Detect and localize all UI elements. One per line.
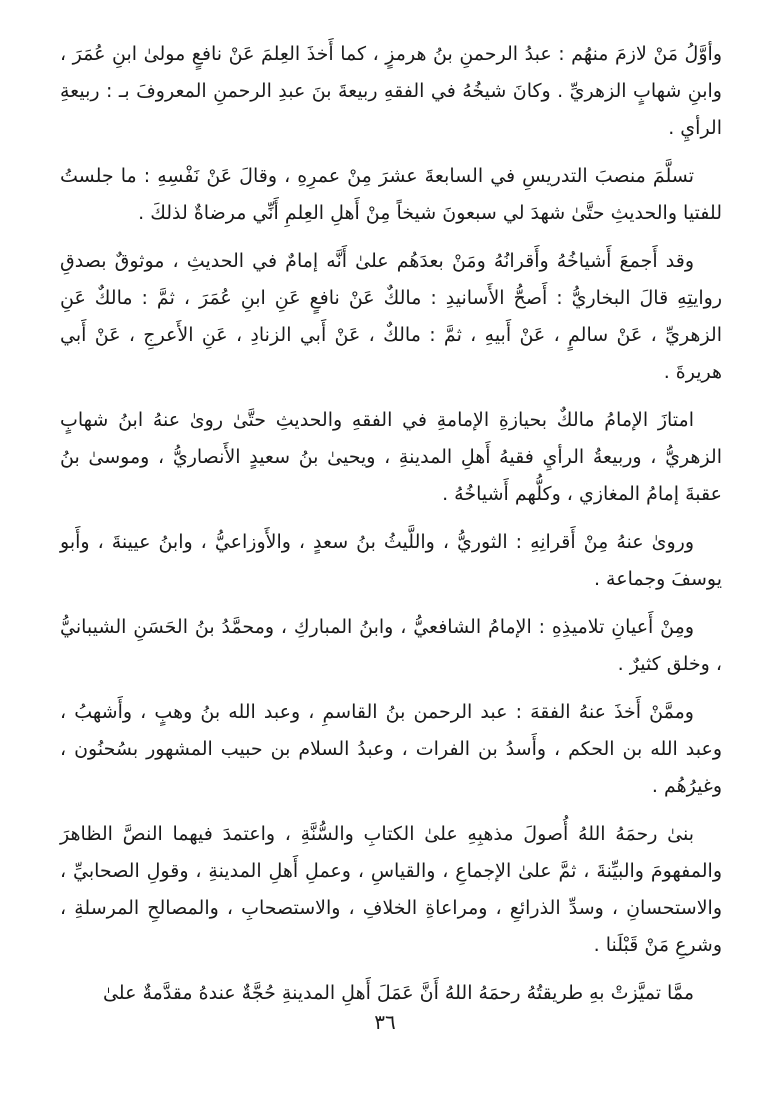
paragraph-5: وروىٰ عنهُ مِنْ أَقرانِهِ : الثوريُّ ، واللَّيثُ بنُ سعدٍ ، والأَوزاعيُّ ، وابنُ عيينةَ ، وأَبو يوسفَ وجماعة . [60,531,722,590]
document-page [60,36,722,1023]
paragraph-7: وممَّنْ أَخذَ عنهُ الفقهَ : عبد الرحمن بنُ القاسمِ ، وعبد الله بنُ وهبٍ ، وأَشهبُ ، وعبد الله بن الحكم ، وأَسدُ بن الفرات ، وعبدُ السلام بن حبيب المشهور بسُحنُون ، وغيرُهُم . [60,701,722,797]
paragraph-4: امتازَ الإمامُ مالكٌ بحيازةِ الإمامةِ في الفقهِ والحديثِ حتَّىٰ روىٰ عنهُ ابنُ شهابٍ الزهريُّ ، وربيعةُ الرأيِ فقيهُ أَهلِ المدينةِ ، ويحيىٰ بنُ سعيدٍ الأَنصاريُّ ، وموسىٰ بنُ عقبةَ إمامُ المغازي ، وكلُّهم أَشياخُهُ . [60,409,722,505]
paragraph-2: تسلَّمَ منصبَ التدريسِ في السابعةَ عشرَ مِنْ عمرِهِ ، وقالَ عَنْ نَفْسِهِ : ما جلستُ للفتيا والحديثِ حتَّىٰ شهدَ لي سبعونَ شيخاً مِنْ أَهلِ العِلمِ أَنِّي مرضاةٌ لذلكَ . [60,165,722,224]
paragraph-3: وقد أَجمعَ أَشياخُهُ وأَقرانُهُ ومَنْ بعدَهُم علىٰ أَنَّه إمامٌ في الحديثِ ، موثوقٌ بصدقِ روايتِهِ قالَ البخاريُّ : أَصحُّ الأَسانيدِ : مالكٌ عَنْ نافعٍ عَنِ ابنِ عُمَرَ ، ثمَّ : مالكٌ عَنِ الزهريِّ ، عَنْ سالمٍ ، عَنْ أَبيهِ ، ثمَّ : مالكٌ ، عَنْ أَبي الزنادِ ، عَنِ الأَعرجِ ، عَنْ أَبي هريرةَ . [60,250,722,383]
paragraph-8: بنىٰ رحمَهُ اللهُ أُصولَ مذهبِهِ علىٰ الكتابِ والسُّنَّةِ ، واعتمدَ فيهما النصَّ الظاهرَ والمفهومَ والبيِّنةَ ، ثمَّ علىٰ الإجماعِ ، والقياسِ ، وعملِ أَهلِ المدينةِ ، وقولِ الصحابيِّ ، والاستحسانِ ، وسدِّ الذرائعِ ، ومراعاةِ الخلافِ ، والاستصحابِ ، والمصالحِ المرسلةِ ، وشرعِ مَنْ قَبْلَنا . [60,823,722,956]
paragraph-6: ومِنْ أَعيانِ تلاميذِهِ : الإمامُ الشافعيُّ ، وابنُ المباركِ ، ومحمَّدُ بنُ الحَسَنِ الشيبانيُّ ، وخلق كثيرٌ . [60,616,722,675]
paragraph-1: وأوَّلُ مَنْ لازمَ منهُم : عبدُ الرحمنِ بنُ هرمزٍ ، كما أَخذَ العِلمَ عَنْ نافعٍ مولىٰ ابنِ عُمَرَ ، وابنِ شهابٍ الزهريِّ . وكانَ شيخُهُ في الفقهِ ربيعةَ بنَ عبدِ الرحمنِ المعروفَ بـ : ربيعةِ الرأيِ . [60,43,722,139]
paragraph-9: ممَّا تميَّزتْ بهِ طريقتُهُ رحمَهُ اللهُ أَنَّ عَمَلَ أَهلِ المدينةِ حُجَّةٌ عندهُ مقدَّمةٌ علىٰ [102,982,694,1004]
page-number: ٣٦ [374,1010,396,1034]
